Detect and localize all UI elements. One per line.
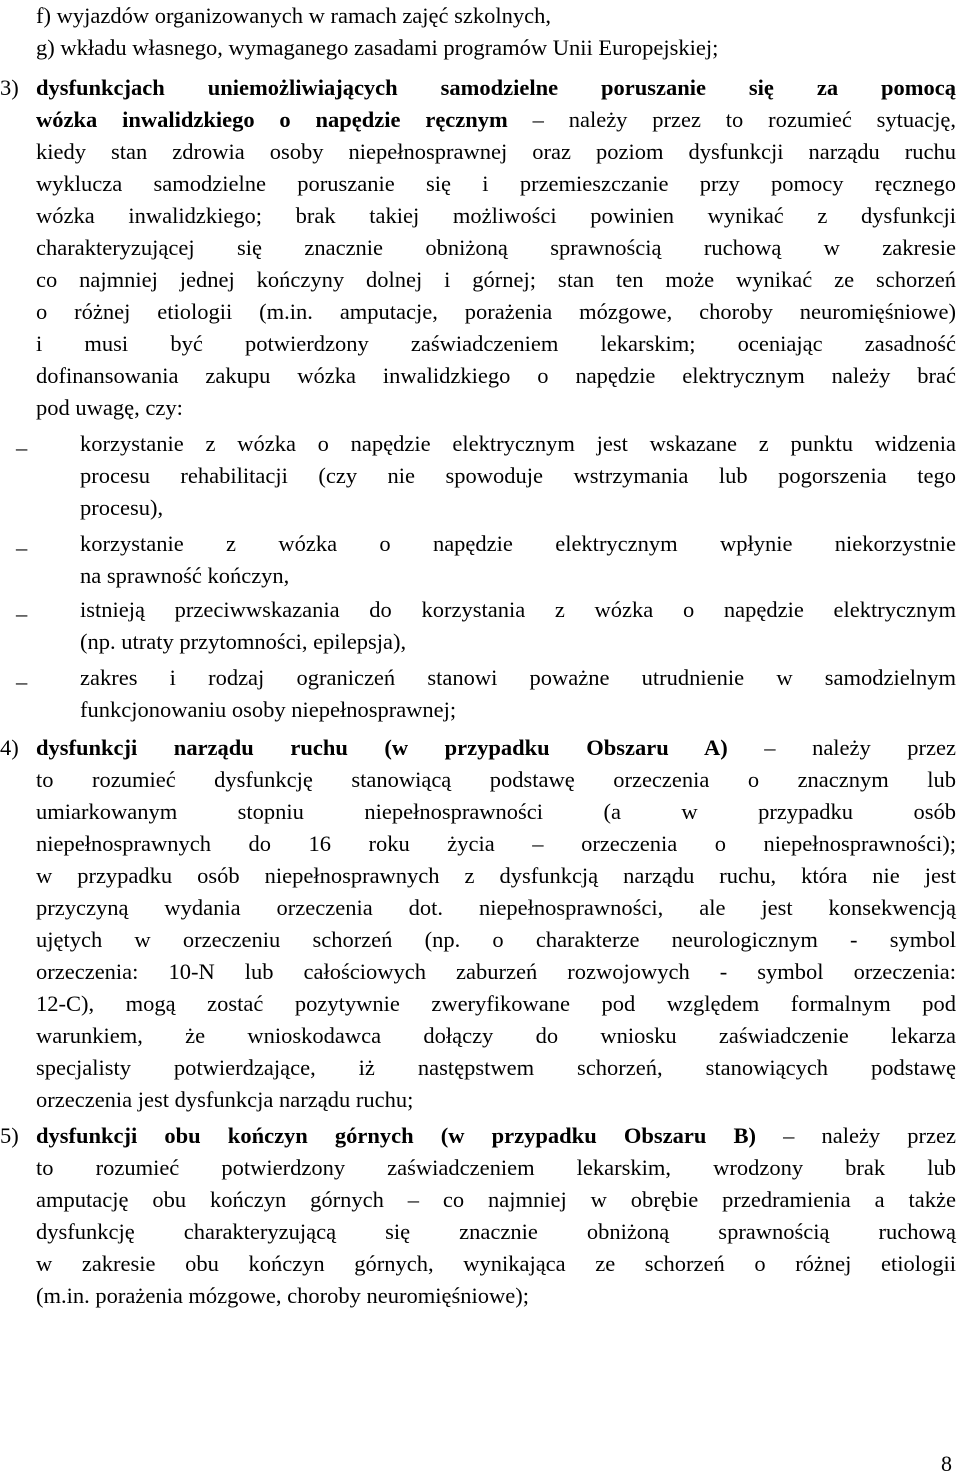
paragraph-line: (m.in. porażenia mózgowe, choroby neuromięśniowe); <box>36 1283 529 1308</box>
paragraph-line <box>36 1120 956 1152</box>
paragraph-line: i musi być potwierdzony zaświadczeniem lekarskim; oceniając zasadność <box>36 331 956 356</box>
item-4-heading: dysfunkcji narządu ruchu <box>36 735 348 760</box>
paragraph-line <box>36 104 956 136</box>
item-3-heading-cont: wózka inwalidzkiego o napędzie ręcznym <box>36 107 508 132</box>
paragraph-line: w przypadku osób niepełnosprawnych z dysfunkcją narządu ruchu, która nie jest <box>36 863 956 888</box>
paragraph-line: to rozumieć potwierdzony zaświadczeniem lekarskim, wrodzony brak lub <box>36 1155 956 1180</box>
list-item-f: f) wyjazdów organizowanych w ramach zajęć szkolnych, <box>36 3 551 28</box>
paragraph-line: niepełnosprawnych do 16 roku życia – orzeczenia o niepełnosprawności); <box>36 831 956 856</box>
paragraph-line: charakteryzującej się znacznie obniżoną sprawnością ruchową w zakresie <box>36 235 956 260</box>
paragraph-line: dysfunkcję charakteryzującą się znacznie obniżoną sprawnością ruchową <box>36 1219 956 1244</box>
item-number-5: 5) <box>0 1123 19 1148</box>
paragraph-line: orzeczenia jest dysfunkcja narządu ruchu; <box>36 1087 414 1112</box>
dash-item-3-cont: (np. utraty przytomności, epilepsja), <box>80 629 407 654</box>
list-item-g: g) wkładu własnego, wymaganego zasadami programów Unii Europejskiej; <box>36 35 719 60</box>
paragraph-line: wyklucza samodzielne poruszanie się i przemieszczanie przy pomocy ręcznego <box>36 171 956 196</box>
paragraph-line: pod uwagę, czy: <box>36 395 183 420</box>
dash-item-2-cont: na sprawność kończyn, <box>80 563 290 588</box>
dash-item-2: korzystanie z wózka o napędzie elektrycznym wpłynie niekorzystnie <box>80 531 956 556</box>
dash-item-4: zakres i rodzaj ograniczeń stanowi poważne utrudnienie w samodzielnym <box>80 665 956 690</box>
paragraph-line: orzeczenia: 10-N lub całościowych zaburzeń rozwojowych - symbol orzeczenia: <box>36 959 956 984</box>
dash-item-1-cont: procesu), <box>80 495 164 520</box>
dash-item-3: istnieją przeciwwskazania do korzystania z wózka o napędzie elektrycznym <box>80 597 956 622</box>
item-5-heading: dysfunkcji obu kończyn górnych (w przypadku Obszaru B) <box>36 1123 756 1148</box>
paragraph-line: amputację obu kończyn górnych – co najmniej w obrębie przedramienia a także <box>36 1187 956 1212</box>
paragraph-line: 12-C), mogą zostać pozytywnie zweryfikowane pod względem formalnym pod <box>36 991 956 1016</box>
paragraph-line: ujętych w orzeczeniu schorzeń (np. o charakterze neurologicznym - symbol <box>36 927 956 952</box>
paragraph-text: – należy przez <box>783 1123 956 1148</box>
paragraph-line: warunkiem, że wnioskodawca dołączy do wniosku zaświadczenie lekarza <box>36 1023 956 1048</box>
paragraph-line: co najmniej jednej kończyny dolnej i górnej; stan ten może wynikać ze schorzeń <box>36 267 956 292</box>
paragraph-line: o różnej etiologii (m.in. amputacje, porażenia mózgowe, choroby neuromięśniowe) <box>36 299 956 324</box>
dash-item-1-cont: procesu rehabilitacji (czy nie spowoduje wstrzymania lub pogorszenia tego <box>80 463 956 488</box>
item-3-heading: dysfunkcjach uniemożliwiających samodzielne poruszanie się za pomocą <box>36 75 956 100</box>
paragraph-line: w zakresie obu kończyn górnych, wynikająca ze schorzeń o różnej etiologii <box>36 1251 956 1276</box>
paragraph-line <box>36 732 956 764</box>
dash-item-1: korzystanie z wózka o napędzie elektrycznym jest wskazane z punktu widzenia <box>80 431 956 456</box>
paragraph-line <box>36 72 956 104</box>
dash-bullet: – <box>16 535 28 560</box>
item-4-heading-area: (w przypadku Obszaru A) <box>384 735 728 760</box>
paragraph-line: to rozumieć dysfunkcję stanowiącą podstawę orzeczenia o znacznym lub <box>36 767 956 792</box>
paragraph-text: – należy przez to rozumieć sytuację, <box>532 107 957 132</box>
paragraph-line: kiedy stan zdrowia osoby niepełnosprawnej oraz poziom dysfunkcji narządu ruchu <box>36 139 956 164</box>
dash-bullet: – <box>16 601 28 626</box>
page-number: 8 <box>941 1451 952 1476</box>
item-number-3: 3) <box>0 75 19 100</box>
paragraph-line: wózka inwalidzkiego; brak takiej możliwości powinien wynikać z dysfunkcji <box>36 203 956 228</box>
paragraph-line: umiarkowanym stopniu niepełnosprawności (a w przypadku osób <box>36 799 956 824</box>
paragraph-line: przyczyną wydania orzeczenia dot. niepełnosprawności, ale jest konsekwencją <box>36 895 956 920</box>
dash-bullet: – <box>16 669 28 694</box>
paragraph-line: specjalisty potwierdzające, iż następstwem schorzeń, stanowiących podstawę <box>36 1055 956 1080</box>
dash-item-4-cont: funkcjonowaniu osoby niepełnosprawnej; <box>80 697 457 722</box>
paragraph-line: dofinansowania zakupu wózka inwalidzkiego o napędzie elektrycznym należy brać <box>36 363 956 388</box>
dash-bullet: – <box>16 435 28 460</box>
paragraph-text: – należy przez <box>764 735 957 760</box>
item-number-4: 4) <box>0 735 19 760</box>
